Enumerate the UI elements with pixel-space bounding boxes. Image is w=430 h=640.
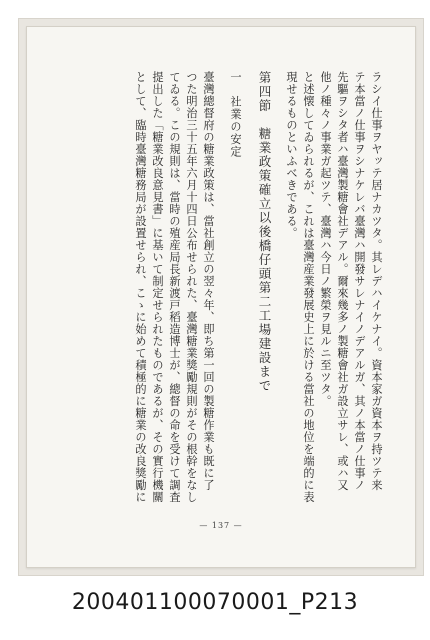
image-id-caption: 200401100070001_P213 bbox=[71, 590, 359, 615]
book-page bbox=[26, 26, 416, 568]
text-column: 他ノ種々ノ事業ガ起ツテ、臺灣ハ今日ノ繁榮ヲ見ルニ至ツタ。 bbox=[319, 71, 332, 407]
subsection-heading: 一 社業の安定 bbox=[229, 71, 242, 158]
text-column: てゐる。この規則は、當時の殖産局長新渡戸稻造博士が、總督の命を受けて調査 bbox=[168, 71, 181, 503]
text-column: と述懐してゐられるが、これは臺灣産業發展史上に於ける當社の地位を端的に表 bbox=[302, 71, 315, 503]
text-column: テ本當ノ仕事ヲシナケレバ臺灣ハ開發サレナイノデアルガ、其ノ本當ノ仕事ノ bbox=[353, 71, 366, 491]
section-heading: 第四節 糖業政策確立以後橋仔頭第二工場建設まで bbox=[257, 71, 272, 393]
page-number: — 137 — bbox=[199, 521, 243, 530]
text-column: ラシイ仕事ヲヤッテ居ナカツタ。其レデハイケナイ。資本家ガ資本ヲ持ツテ来 bbox=[370, 71, 383, 491]
text-column: 現せるものといふべきである。 bbox=[285, 71, 298, 239]
text-column: つた明治三十五年六月十四日公布せられた、臺灣糖業獎勵規則がその根幹をなし bbox=[185, 71, 198, 503]
text-column: として、臨時臺灣糖務局が設置せられ、こゝに始めて積極的に糖業の改良獎勵に bbox=[134, 71, 147, 503]
text-column: 先驅ヲシタ者ハ臺灣製糖會社デアル。爾來幾多ノ製糖會社ガ設立サレ、或ハ又 bbox=[336, 71, 349, 491]
text-column: 提出した「糖業改良意見書」に基いて制定せられたものであるが、その實行機關 bbox=[151, 71, 164, 503]
text-column: 臺灣總督府の糖業政策は、當社創立の翌々年、即ち第一回の製糖作業も既に了 bbox=[202, 71, 215, 491]
column-spacer bbox=[275, 71, 281, 501]
vertical-text-body bbox=[83, 71, 383, 501]
column-spacer bbox=[219, 71, 225, 501]
column-spacer bbox=[246, 71, 252, 501]
